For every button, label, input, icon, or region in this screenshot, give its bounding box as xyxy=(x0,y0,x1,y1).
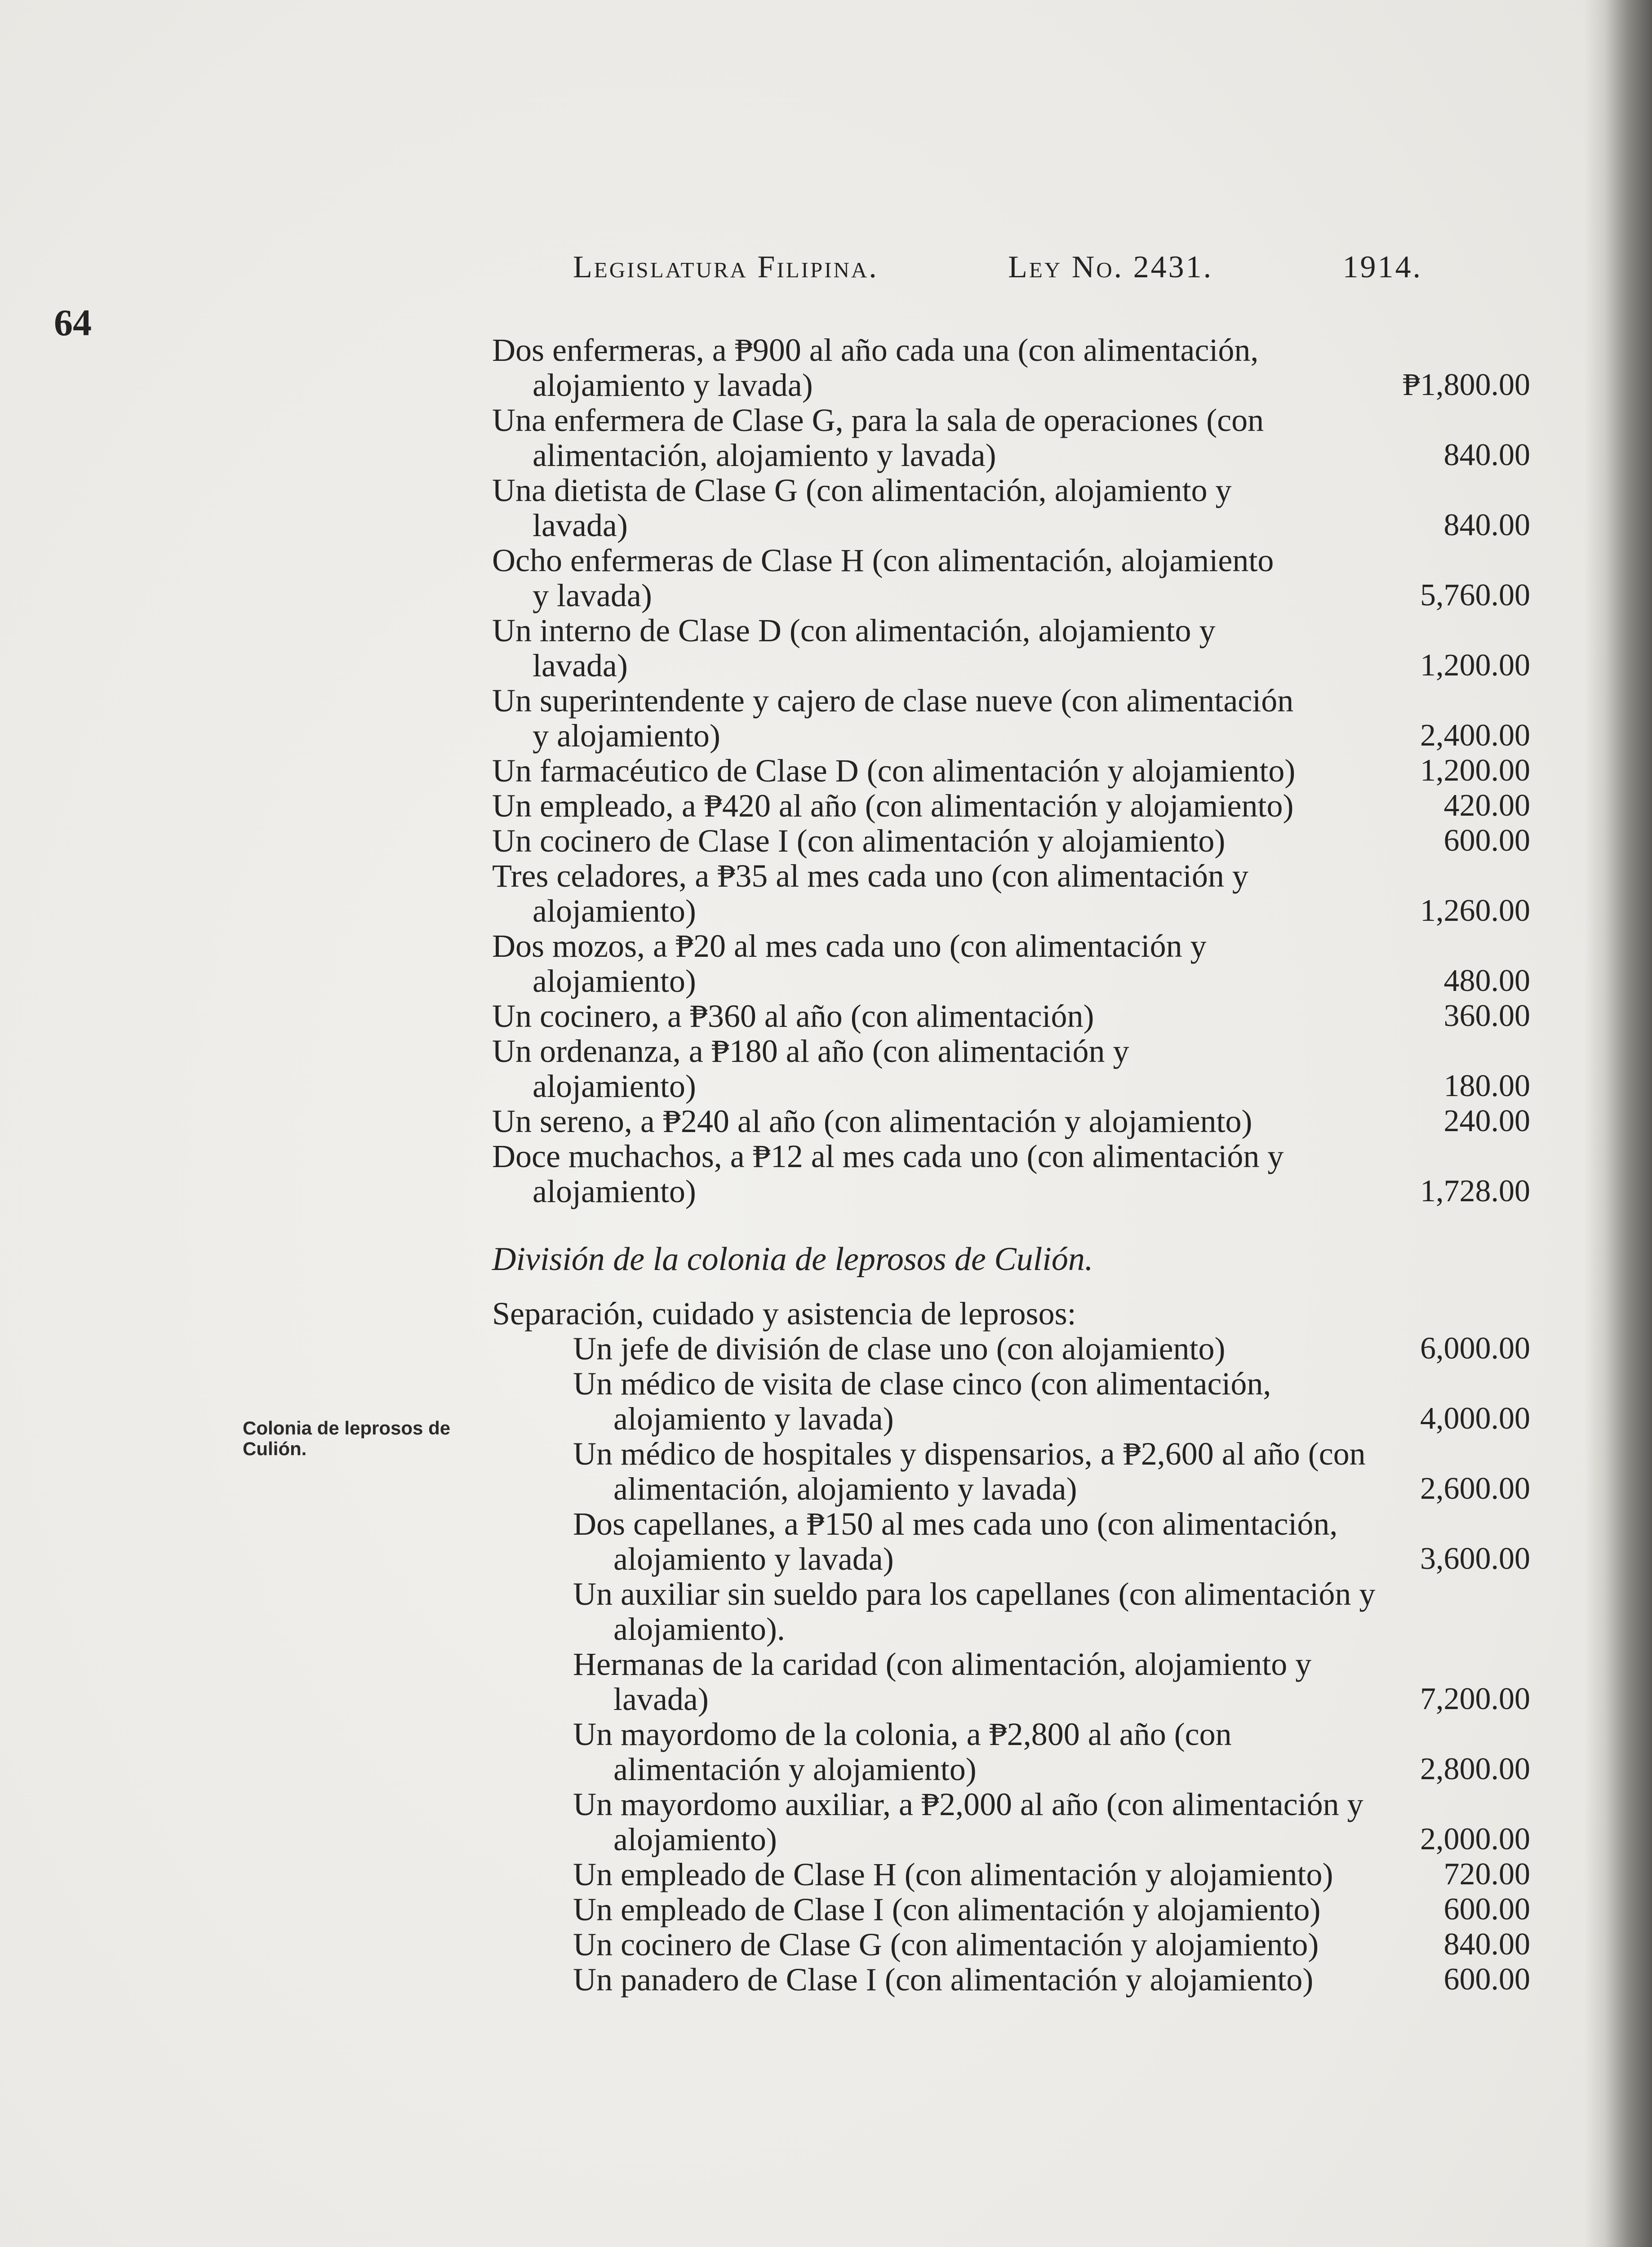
line-item-amount: 1,728.00 xyxy=(1420,1174,1530,1208)
budget-line-item xyxy=(492,1576,1530,1647)
line-item-description: Dos mozos, a ₱20 al mes cada uno (con alimentación y alojamiento) xyxy=(492,928,1207,999)
page-number: 64 xyxy=(54,302,92,344)
budget-line-item xyxy=(492,999,1530,1034)
line-item-amount: 840.00 xyxy=(1443,438,1530,472)
budget-line-item xyxy=(492,823,1530,858)
section-title: División de la colonia de leprosos de Culión. xyxy=(492,1241,1093,1278)
line-item-description: Doce muchachos, a ₱12 al mes cada uno (con alimentación y alojamiento) xyxy=(492,1138,1284,1209)
budget-content xyxy=(492,333,1530,1997)
line-item-amount: 1,200.00 xyxy=(1420,648,1530,683)
line-item-amount: 2,000.00 xyxy=(1420,1822,1530,1856)
line-item-description: Un cocinero de Clase I (con alimentación y alojamiento) xyxy=(492,823,1226,859)
line-item-amount: 840.00 xyxy=(1443,1927,1530,1962)
line-item-amount: 2,600.00 xyxy=(1420,1471,1530,1506)
line-item-amount: 6,000.00 xyxy=(1420,1331,1530,1366)
line-item-amount: 5,760.00 xyxy=(1420,578,1530,613)
line-item-description: Un interno de Clase D (con alimentación, alojamiento y lavada) xyxy=(492,613,1216,684)
running-head-title: Legislatura Filipina. xyxy=(573,250,879,284)
line-item-description: Un mayordomo de la colonia, a ₱2,800 al año (con alimentación y alojamiento) xyxy=(573,1716,1232,1787)
line-item-description: Una dietista de Clase G (con alimentación, alojamiento y lavada) xyxy=(492,472,1232,543)
line-item-amount: 480.00 xyxy=(1443,964,1530,998)
line-item-amount: 180.00 xyxy=(1443,1069,1530,1103)
line-item-description: Dos enfermeras, a ₱900 al año cada una (con alimentación, alojamiento y lavada) xyxy=(492,332,1259,403)
line-item-description: Un jefe de división de clase uno (con alojamiento) xyxy=(573,1331,1226,1367)
line-item-description: Un empleado, a ₱420 al año (con alimentación y alojamiento) xyxy=(492,788,1294,824)
budget-line-item xyxy=(492,1139,1530,1209)
budget-line-item xyxy=(492,1366,1530,1436)
budget-line-item xyxy=(492,543,1530,613)
line-item-amount: 840.00 xyxy=(1443,508,1530,542)
budget-line-item xyxy=(492,333,1530,403)
line-item-description: Dos capellanes, a ₱150 al mes cada uno (con alimentación, alojamiento y lavada) xyxy=(573,1506,1338,1577)
budget-line-item xyxy=(492,1892,1530,1927)
budget-line-item xyxy=(492,1034,1530,1104)
staff-items-list xyxy=(492,333,1530,1209)
line-item-description: Un cocinero de Clase G (con alimentación y alojamiento) xyxy=(573,1927,1319,1963)
budget-line-item xyxy=(492,788,1530,823)
line-item-amount: 420.00 xyxy=(1443,788,1530,823)
budget-line-item xyxy=(492,753,1530,788)
budget-line-item xyxy=(492,928,1530,999)
line-item-amount: 2,800.00 xyxy=(1420,1752,1530,1786)
line-item-description: Un empleado de Clase I (con alimentación y alojamiento) xyxy=(573,1892,1321,1927)
line-item-description: Un farmacéutico de Clase D (con alimentación y alojamiento) xyxy=(492,753,1296,789)
line-item-description: Un panadero de Clase I (con alimentación y alojamiento) xyxy=(573,1962,1314,1998)
page-edge-shadow xyxy=(1585,0,1652,2247)
line-item-amount: ₱1,800.00 xyxy=(1403,368,1530,402)
budget-line-item xyxy=(492,1962,1530,1997)
line-item-amount: 600.00 xyxy=(1443,1892,1530,1927)
budget-line-item xyxy=(492,1436,1530,1506)
margin-note: Colonia de leprosos de Culión. xyxy=(243,1417,451,1459)
group-heading: Separación, cuidado y asistencia de leprosos: xyxy=(492,1296,1076,1332)
line-item-amount: 720.00 xyxy=(1443,1857,1530,1892)
line-item-description: Un médico de visita de clase cinco (con alimentación, alojamiento y lavada) xyxy=(573,1366,1271,1437)
line-item-description: Ocho enfermeras de Clase H (con alimentación, alojamiento y lavada) xyxy=(492,542,1274,613)
line-item-description: Un mayordomo auxiliar, a ₱2,000 al año (con alimentación y alojamiento) xyxy=(573,1786,1363,1857)
line-item-amount: 360.00 xyxy=(1443,999,1530,1033)
line-item-amount: 2,400.00 xyxy=(1420,718,1530,753)
line-item-amount: 4,000.00 xyxy=(1420,1401,1530,1436)
line-item-description: Un cocinero, a ₱360 al año (con alimentación) xyxy=(492,998,1094,1034)
budget-line-item xyxy=(492,1927,1530,1962)
line-item-amount: 1,200.00 xyxy=(1420,753,1530,788)
line-item-description: Un sereno, a ₱240 al año (con alimentación y alojamiento) xyxy=(492,1103,1252,1139)
line-item-description: Tres celadores, a ₱35 al mes cada uno (con alimentación y alojamiento) xyxy=(492,858,1248,929)
running-head-law: Ley No. 2431. xyxy=(1008,250,1213,284)
line-item-description: Hermanas de la caridad (con alimentación, alojamiento y lavada) xyxy=(573,1646,1312,1717)
line-item-description: Un médico de hospitales y dispensarios, a ₱2,600 al año (con alimentación, alojamiento y lavada) xyxy=(573,1436,1366,1507)
line-item-description: Un superintendente y cajero de clase nueve (con alimentación y alojamiento) xyxy=(492,683,1294,754)
line-item-amount: 1,260.00 xyxy=(1420,893,1530,928)
line-item-amount: 3,600.00 xyxy=(1420,1541,1530,1576)
line-item-amount: 7,200.00 xyxy=(1420,1682,1530,1716)
running-head-year: 1914. xyxy=(1342,250,1422,284)
line-item-description: Un ordenanza, a ₱180 al año (con alimentación y alojamiento) xyxy=(492,1033,1129,1104)
line-item-amount: 240.00 xyxy=(1443,1104,1530,1138)
budget-line-item xyxy=(492,1787,1530,1857)
budget-line-item xyxy=(492,1717,1530,1787)
budget-line-item xyxy=(492,613,1530,683)
line-item-amount: 600.00 xyxy=(1443,1962,1530,1997)
budget-line-item xyxy=(492,1857,1530,1892)
budget-line-item xyxy=(492,1104,1530,1139)
budget-line-item xyxy=(492,683,1530,753)
running-head xyxy=(573,249,1422,285)
budget-line-item xyxy=(492,403,1530,473)
line-item-description: Un empleado de Clase H (con alimentación y alojamiento) xyxy=(573,1856,1333,1892)
leprosy-items-list xyxy=(492,1331,1530,1997)
line-item-description: Una enfermera de Clase G, para la sala de operaciones (con alimentación, alojamiento y lavada) xyxy=(492,402,1264,473)
budget-line-item xyxy=(492,858,1530,928)
line-item-amount: 600.00 xyxy=(1443,823,1530,858)
budget-line-item xyxy=(492,1647,1530,1717)
budget-line-item xyxy=(492,1506,1530,1576)
line-item-description: Un auxiliar sin sueldo para los capellanes (con alimentación y alojamiento). xyxy=(573,1576,1376,1647)
budget-line-item xyxy=(492,473,1530,543)
budget-line-item xyxy=(492,1331,1530,1366)
